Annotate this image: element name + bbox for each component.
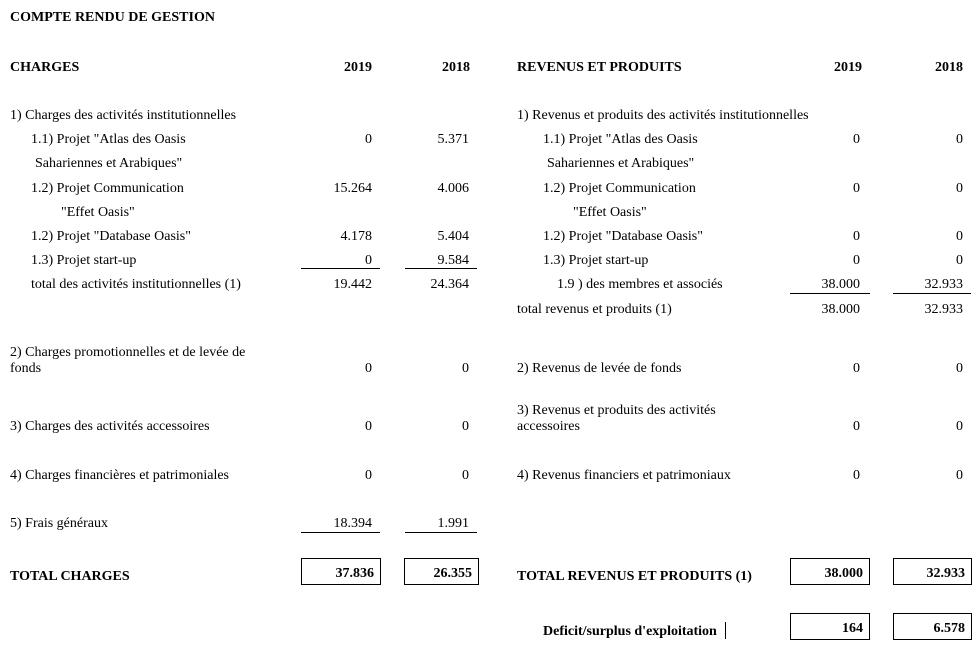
revenus-section-4-2018: 0 (956, 468, 963, 483)
revenus-row-communication-label: 1.2) Projet Communication (543, 181, 696, 196)
charges-row-database-label: 1.2) Projet "Database Oasis" (31, 229, 191, 244)
revenus-row-atlas-2019: 0 (853, 132, 860, 147)
revenus-subtotal-2018: 32.933 (924, 302, 963, 317)
revenus-row-communication-label-2: "Effet Oasis" (573, 205, 647, 220)
charges-row-communication-label: 1.2) Projet Communication (31, 181, 184, 196)
revenus-section-2-label: 2) Revenus de levée de fonds (517, 361, 682, 376)
total-revenus-2019-box (790, 558, 870, 585)
revenus-subtotal-2019: 38.000 (821, 302, 860, 317)
revenus-row-startup-2018: 0 (956, 253, 963, 268)
text-cursor (725, 622, 726, 639)
revenus-section-3-2019: 0 (853, 419, 860, 434)
revenus-row-database-2019: 0 (853, 229, 860, 244)
total-charges-2019-box (301, 558, 381, 585)
charges-section-5-2019: 18.394 (333, 516, 372, 531)
charges-row-communication-2018: 4.006 (437, 181, 469, 196)
charges-section-4-2018: 0 (462, 468, 469, 483)
revenus-year-2019: 2019 (834, 60, 862, 75)
deficit-surplus-2019: 164 (842, 621, 863, 636)
total-charges-label: TOTAL CHARGES (10, 569, 130, 584)
total-charges-2018: 26.355 (433, 566, 472, 581)
revenus-heading: REVENUS ET PRODUITS (517, 60, 682, 75)
revenus-section-1: 1) Revenus et produits des activités institutionnelles (517, 108, 809, 123)
revenus-subtotal-label: total revenus et produits (1) (517, 302, 672, 317)
revenus-row-database-label: 1.2) Projet "Database Oasis" (543, 229, 703, 244)
charges-section-3-2018: 0 (462, 419, 469, 434)
charges-section-4-2019: 0 (365, 468, 372, 483)
charges-heading: CHARGES (10, 60, 80, 75)
charges-row-atlas-2018: 5.371 (437, 132, 469, 147)
charges-section-5-label: 5) Frais généraux (10, 516, 108, 531)
revenus-subtotal-underline-2019 (790, 293, 870, 294)
revenus-row-membres-2019: 38.000 (821, 277, 860, 292)
deficit-surplus-2019-box[interactable] (790, 613, 870, 640)
charges-row-startup-label: 1.3) Projet start-up (31, 253, 137, 268)
charges-section-4-label: 4) Charges financières et patrimoniales (10, 468, 229, 483)
revenus-section-4-label: 4) Revenus financiers et patrimoniaux (517, 468, 731, 483)
revenus-row-startup-2019: 0 (853, 253, 860, 268)
charges-section-5-2018: 1.991 (437, 516, 469, 531)
charges-row-communication-2019: 15.264 (333, 181, 372, 196)
total-revenus-2019: 38.000 (824, 566, 863, 581)
deficit-surplus-2018-box[interactable] (893, 613, 972, 640)
revenus-section-2-2019: 0 (853, 361, 860, 376)
revenus-section-3-2018: 0 (956, 419, 963, 434)
charges-row-startup-2018: 9.584 (437, 253, 469, 268)
total-charges-2018-box (404, 558, 479, 585)
charges-row-atlas-label: 1.1) Projet "Atlas des Oasis (31, 132, 186, 147)
charges-subtotal-underline-2018 (405, 268, 477, 269)
revenus-row-atlas-label: 1.1) Projet "Atlas des Oasis (543, 132, 698, 147)
charges-row-database-2018: 5.404 (437, 229, 469, 244)
revenus-row-atlas-label-2: Sahariennes et Arabiques" (547, 156, 695, 171)
charges-subtotal-2018: 24.364 (430, 277, 469, 292)
revenus-section-4-2019: 0 (853, 468, 860, 483)
total-revenus-2018: 32.933 (926, 566, 965, 581)
charges-subtotal-2019: 19.442 (333, 277, 372, 292)
page-title: COMPTE RENDU DE GESTION (10, 10, 215, 25)
revenus-row-communication-2018: 0 (956, 181, 963, 196)
charges-section-5-underline-2018 (405, 532, 477, 533)
revenus-year-2018: 2018 (935, 60, 963, 75)
revenus-row-startup-label: 1.3) Projet start-up (543, 253, 649, 268)
charges-row-database-2019: 4.178 (340, 229, 372, 244)
charges-year-2018: 2018 (442, 60, 470, 75)
revenus-row-atlas-2018: 0 (956, 132, 963, 147)
revenus-section-2-2018: 0 (956, 361, 963, 376)
deficit-surplus-label: Deficit/surplus d'exploitation (543, 624, 717, 639)
charges-subtotal-underline-2019 (301, 268, 380, 269)
charges-row-atlas-2019: 0 (365, 132, 372, 147)
charges-row-communication-label-2: "Effet Oasis" (61, 205, 135, 220)
revenus-section-3-label: 3) Revenus et produits des activités accessoires (517, 403, 716, 434)
charges-row-atlas-label-2: Sahariennes et Arabiques" (35, 156, 183, 171)
total-revenus-label: TOTAL REVENUS ET PRODUITS (1) (517, 569, 752, 584)
deficit-surplus-2018: 6.578 (933, 621, 965, 636)
revenus-row-membres-label: 1.9 ) des membres et associés (557, 277, 723, 292)
charges-section-2-2018: 0 (462, 361, 469, 376)
revenus-row-communication-2019: 0 (853, 181, 860, 196)
charges-section-2-label: 2) Charges promotionnelles et de levée de fonds (10, 345, 246, 376)
charges-section-1: 1) Charges des activités institutionnelles (10, 108, 237, 123)
charges-subtotal-label: total des activités institutionnelles (1) (31, 277, 241, 292)
charges-section-3-label: 3) Charges des activités accessoires (10, 419, 210, 434)
charges-section-5-underline-2019 (301, 532, 380, 533)
charges-section-2-2019: 0 (365, 361, 372, 376)
charges-year-2019: 2019 (344, 60, 372, 75)
revenus-row-membres-2018: 32.933 (924, 277, 963, 292)
total-revenus-2018-box (893, 558, 972, 585)
total-charges-2019: 37.836 (335, 566, 374, 581)
revenus-row-database-2018: 0 (956, 229, 963, 244)
revenus-subtotal-underline-2018 (893, 293, 971, 294)
charges-section-3-2019: 0 (365, 419, 372, 434)
charges-row-startup-2019: 0 (365, 253, 372, 268)
